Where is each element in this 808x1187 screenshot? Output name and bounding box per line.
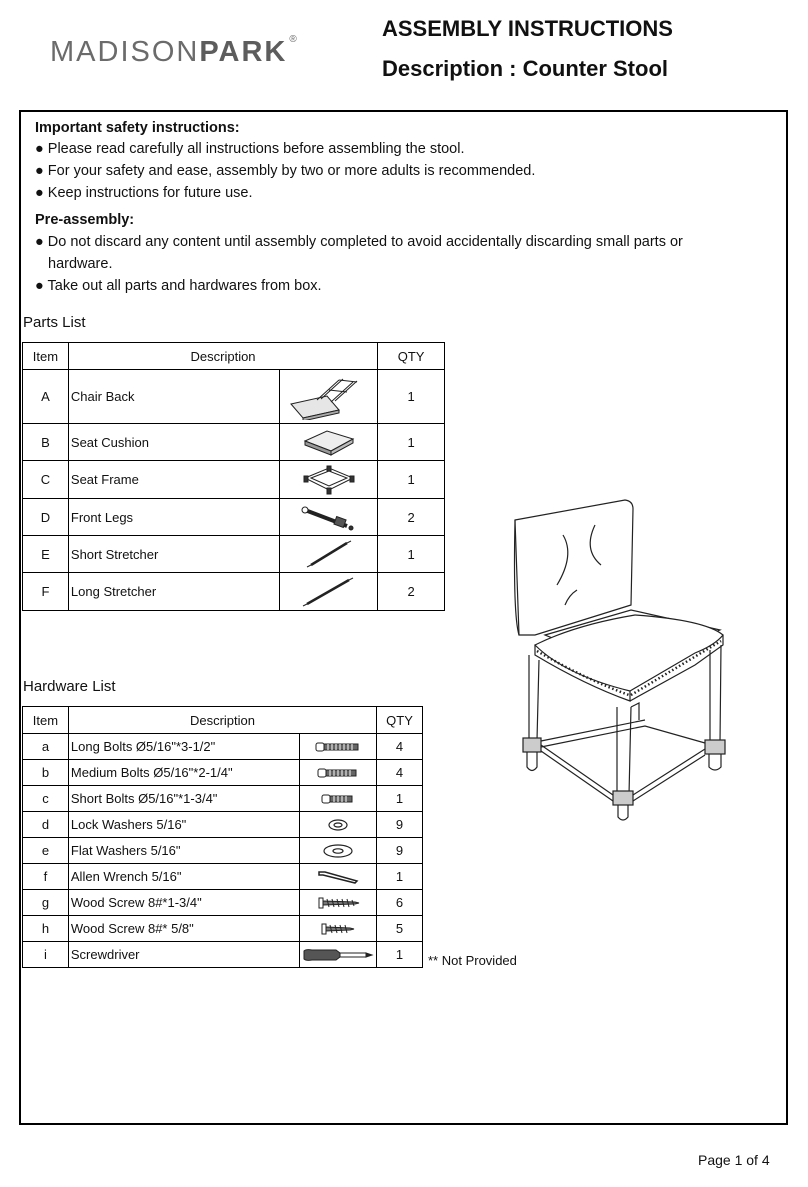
item-description: Flat Washers 5/16" — [68, 838, 299, 864]
item-description: Wood Screw 8#*1-3/4" — [68, 890, 299, 916]
item-qty: 6 — [377, 890, 423, 916]
front-leg-icon — [280, 499, 378, 536]
item-code: a — [23, 734, 69, 760]
header-item: Item — [23, 707, 69, 734]
item-description: Long Bolts Ø5/16"*3-1/2" — [68, 734, 299, 760]
item-description: Chair Back — [68, 370, 279, 424]
item-code: e — [23, 838, 69, 864]
item-qty: 1 — [377, 864, 423, 890]
item-code: C — [23, 461, 69, 499]
item-qty: 1 — [378, 370, 445, 424]
product-description: Description : Counter Stool — [382, 56, 668, 81]
table-header-row — [23, 707, 423, 734]
not-provided-note: ** Not Provided — [428, 953, 517, 968]
item-qty: 1 — [377, 942, 423, 968]
table-row — [23, 461, 445, 499]
table-row — [23, 890, 423, 916]
item-code: A — [23, 370, 69, 424]
item-qty: 5 — [377, 916, 423, 942]
item-code: i — [23, 942, 69, 968]
item-qty: 9 — [377, 838, 423, 864]
preassembly-item: ● Take out all parts and hardwares from box. — [35, 278, 322, 294]
item-code: b — [23, 760, 69, 786]
item-code: F — [23, 573, 69, 611]
item-description: Front Legs — [68, 499, 279, 536]
item-code: c — [23, 786, 69, 812]
safety-title: Important safety instructions: — [35, 120, 240, 136]
item-code: E — [23, 536, 69, 573]
header-qty: QTY — [378, 343, 445, 370]
seat-frame-icon — [280, 461, 378, 499]
item-description: Short Bolts Ø5/16"*1-3/4" — [68, 786, 299, 812]
item-qty: 1 — [377, 786, 423, 812]
item-qty: 2 — [378, 499, 445, 536]
item-description: Seat Cushion — [68, 424, 279, 461]
preassembly-title: Pre-assembly: — [35, 212, 135, 228]
table-row — [23, 812, 423, 838]
table-row — [23, 499, 445, 536]
item-qty: 1 — [378, 536, 445, 573]
table-header-row — [23, 343, 445, 370]
preassembly-item: hardware. — [48, 256, 113, 272]
table-row — [23, 786, 423, 812]
header-description: Description — [68, 707, 376, 734]
item-description: Short Stretcher — [68, 536, 279, 573]
lock-washer-icon — [300, 812, 377, 838]
table-row — [23, 536, 445, 573]
table-row — [23, 838, 423, 864]
table-row — [23, 864, 423, 890]
chair-back-icon — [280, 370, 378, 424]
long-bolt-icon — [300, 734, 377, 760]
wood-screw-short-icon — [300, 916, 377, 942]
item-code: h — [23, 916, 69, 942]
safety-item: ● Please read carefully all instructions before assembling the stool. — [35, 141, 465, 157]
parts-list-title: Parts List — [23, 314, 86, 331]
item-description: Lock Washers 5/16" — [68, 812, 299, 838]
short-bolt-icon — [300, 786, 377, 812]
brand-logo: MADISONPARK ® — [50, 34, 299, 68]
table-row — [23, 734, 423, 760]
item-description: Long Stretcher — [68, 573, 279, 611]
item-qty: 9 — [377, 812, 423, 838]
header-item: Item — [23, 343, 69, 370]
item-qty: 1 — [378, 424, 445, 461]
hardware-list-title: Hardware List — [23, 678, 116, 695]
item-qty: 4 — [377, 760, 423, 786]
item-code: B — [23, 424, 69, 461]
table-row — [23, 916, 423, 942]
item-code: g — [23, 890, 69, 916]
long-stretcher-icon — [280, 573, 378, 611]
item-description: Allen Wrench 5/16" — [68, 864, 299, 890]
item-description: Medium Bolts Ø5/16"*2-1/4" — [68, 760, 299, 786]
table-row — [23, 573, 445, 611]
document-title: ASSEMBLY INSTRUCTIONS — [382, 16, 673, 41]
item-code: d — [23, 812, 69, 838]
table-row — [23, 760, 423, 786]
item-qty: 4 — [377, 734, 423, 760]
item-qty: 1 — [378, 461, 445, 499]
hardware-table — [22, 706, 423, 968]
safety-item: ● Keep instructions for future use. — [35, 185, 253, 201]
preassembly-item: ● Do not discard any content until assembly completed to avoid accidentally discarding small parts or — [35, 234, 683, 250]
item-description: Seat Frame — [68, 461, 279, 499]
table-row — [23, 424, 445, 461]
item-code: f — [23, 864, 69, 890]
screwdriver-icon — [300, 942, 377, 968]
header-qty: QTY — [377, 707, 423, 734]
parts-table — [22, 342, 445, 611]
header-description: Description — [68, 343, 377, 370]
table-row — [23, 942, 423, 968]
table-row — [23, 370, 445, 424]
safety-item: ● For your safety and ease, assembly by two or more adults is recommended. — [35, 163, 536, 179]
item-qty: 2 — [378, 573, 445, 611]
medium-bolt-icon — [300, 760, 377, 786]
flat-washer-icon — [300, 838, 377, 864]
item-description: Wood Screw 8#* 5/8" — [68, 916, 299, 942]
allen-wrench-icon — [300, 864, 377, 890]
page-number: Page 1 of 4 — [698, 1152, 770, 1168]
item-code: D — [23, 499, 69, 536]
seat-cushion-icon — [280, 424, 378, 461]
wood-screw-long-icon — [300, 890, 377, 916]
item-description: Screwdriver — [68, 942, 299, 968]
short-stretcher-icon — [280, 536, 378, 573]
counter-stool-illustration — [505, 495, 735, 825]
